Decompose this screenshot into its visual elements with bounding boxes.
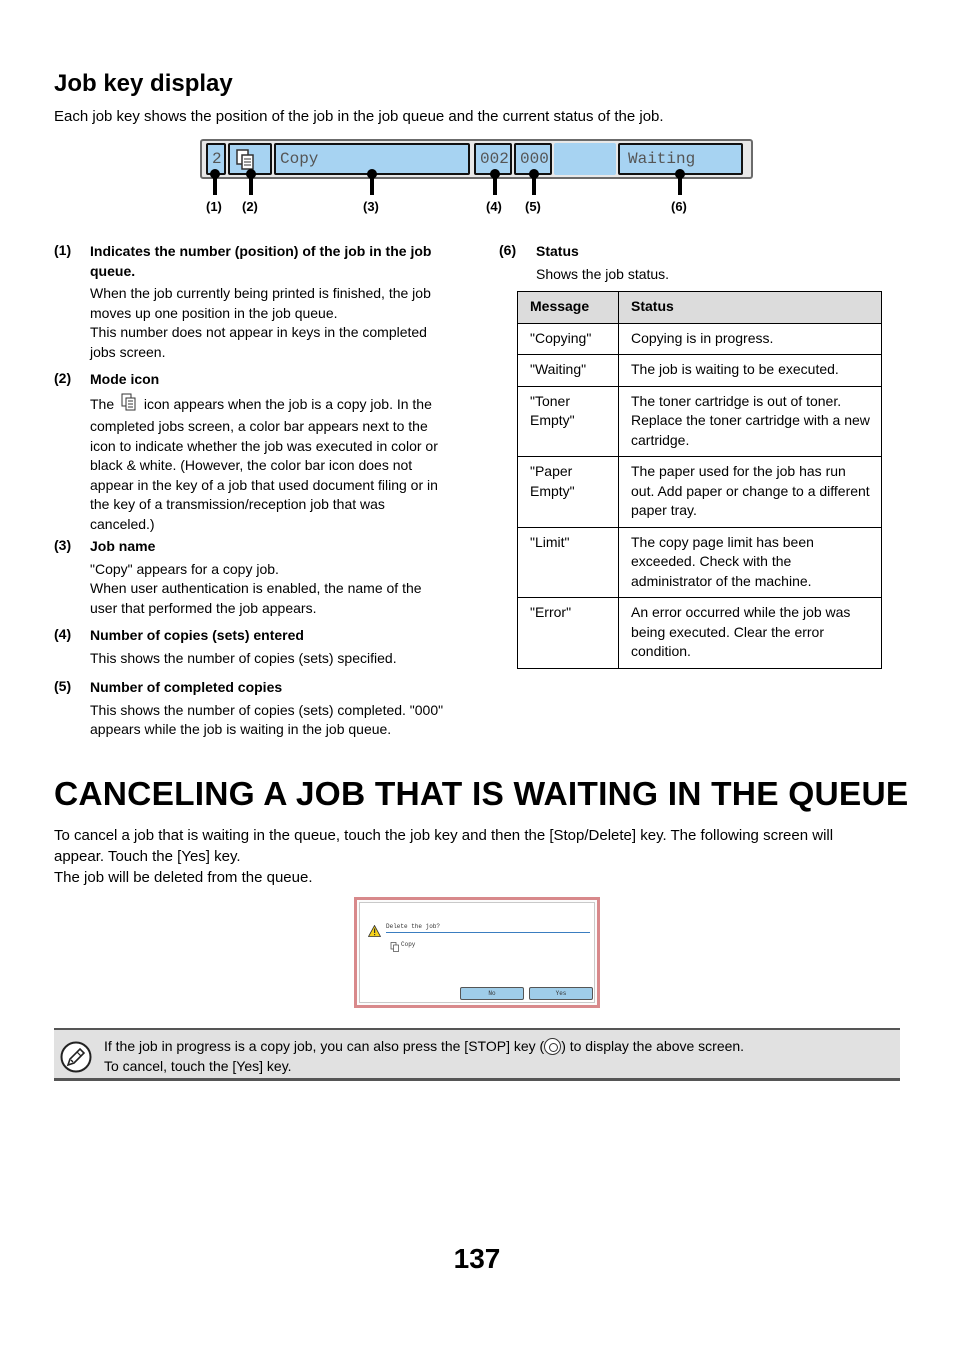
table-header-row — [518, 292, 882, 324]
item-text: Shows the job status. — [536, 265, 670, 282]
copy-mode-icon — [390, 939, 400, 957]
table-cell: The paper used for the job has run out. Add paper or change to a different paper tray. — [619, 457, 882, 528]
pointer-label-3: (3) — [363, 199, 379, 214]
item-6 — [536, 242, 876, 284]
item-text: icon to indicate whether the job was executed in color or — [90, 437, 438, 454]
item-number-4: (4) — [54, 626, 72, 642]
job-key-diagram — [200, 139, 753, 179]
table-cell: The toner cartridge is out of toner. Replace the toner cartridge with a new cartridge. — [619, 386, 882, 457]
job-position: 2 — [206, 143, 226, 175]
table-cell: "Toner Empty" — [518, 386, 619, 457]
item-4 — [90, 626, 460, 668]
pointer-label-5: (5) — [525, 199, 541, 214]
item-title-3: Job name — [90, 538, 156, 554]
page-number: 137 — [453, 1243, 501, 1274]
job-status: Waiting — [618, 143, 743, 175]
item-text: This shows the number of copies (sets) specified. — [90, 649, 397, 666]
item-number-6: (6) — [499, 242, 517, 258]
note-text-post: ) to display the above screen. — [561, 1038, 745, 1054]
item-2 — [90, 370, 460, 534]
table-cell: "Waiting" — [518, 355, 619, 387]
table-cell: "Paper Empty" — [518, 457, 619, 528]
item-text: "Copy" appears for a copy job. — [90, 560, 279, 577]
pointer-label-2: (2) — [242, 199, 258, 214]
item-text: jobs screen. — [90, 343, 166, 360]
note-box — [54, 1028, 900, 1081]
table-cell: "Error" — [518, 598, 619, 669]
pointer-label-6: (6) — [671, 199, 687, 214]
item-title-2: Mode icon — [90, 371, 160, 387]
cancel-section-title: CANCELING A JOB THAT IS WAITING IN THE QUEUE — [54, 776, 909, 813]
item-number-5: (5) — [54, 678, 72, 694]
paragraph-line: To cancel a job that is waiting in the queue, touch the job key and then the [Stop/Delete] key. The following screen will — [54, 827, 834, 844]
item-text-pre: The — [90, 395, 115, 412]
status-table — [517, 291, 882, 669]
item-text: This number does not appear in keys in the completed — [90, 324, 427, 340]
item-title-6: Status — [536, 243, 579, 259]
item-text: appears while the job is waiting in the job queue. — [90, 721, 392, 737]
table-row — [518, 323, 882, 355]
no-button[interactable]: No — [460, 987, 524, 1000]
item-text: moves up one position in the job queue. — [90, 304, 338, 321]
copies-completed: 000 — [514, 143, 552, 175]
note-text-pre: If the job in progress is a copy job, you can also press the [STOP] key ( — [104, 1038, 545, 1054]
yes-button[interactable]: Yes — [529, 987, 593, 1000]
item-text: user that performed the job appears. — [90, 599, 317, 616]
job-name: Copy — [274, 143, 470, 175]
paragraph-line: The job will be deleted from the queue. — [54, 869, 313, 886]
table-cell: "Limit" — [518, 527, 619, 598]
table-cell: An error occurred while the job was being executed. Clear the error condition. — [619, 598, 882, 669]
pointer-2 — [249, 173, 253, 195]
item-title-1a: Indicates the number (position) of the job in the job — [90, 243, 432, 259]
pencil-note-icon — [60, 1041, 92, 1078]
intro-text: Each job key shows the position of the job in the job queue and the current status of the job. — [54, 108, 664, 125]
item-text: appear in the key of a job that used document filing or in — [90, 476, 438, 493]
pointer-label-4: (4) — [486, 199, 502, 214]
pointer-4 — [493, 173, 497, 195]
item-title-1b: queue. — [90, 262, 136, 279]
copy-mode-icon — [120, 393, 138, 418]
job-key-spacer — [554, 143, 616, 175]
pointer-3 — [370, 173, 374, 195]
table-row — [518, 386, 882, 457]
item-number-2: (2) — [54, 370, 72, 386]
item-title-4: Number of copies (sets) entered — [90, 627, 304, 643]
item-text: the key of a transmission/reception job that was — [90, 496, 385, 512]
pointer-1 — [213, 173, 217, 195]
pointer-5 — [532, 173, 536, 195]
delete-job-dialog — [354, 897, 600, 1008]
item-text: When the job currently being printed is finished, the job — [90, 285, 431, 301]
item-text-post: icon appears when the job is a copy job. In the — [143, 395, 432, 412]
item-number-3: (3) — [54, 537, 72, 553]
item-text: completed jobs screen, a color bar appears next to the — [90, 418, 428, 434]
dialog-question: Delete the job? — [386, 923, 590, 933]
cancel-instructions — [54, 825, 904, 888]
item-title-5: Number of completed copies — [90, 679, 283, 695]
item-3 — [90, 537, 460, 618]
item-text: canceled.) — [90, 515, 155, 532]
table-cell: The copy page limit has been exceeded. Check with the administrator of the machine. — [619, 527, 882, 598]
column-header: Message — [518, 292, 619, 324]
item-number-1: (1) — [54, 242, 72, 258]
table-row — [518, 598, 882, 669]
item-1 — [90, 242, 460, 362]
item-text: This shows the number of copies (sets) completed. "000" — [90, 701, 444, 718]
note-text-line2: To cancel, touch the [Yes] key. — [104, 1057, 292, 1074]
pointer-label-1: (1) — [206, 199, 222, 214]
section-title: Job key display — [54, 70, 233, 97]
dialog-job-name: Copy — [401, 941, 416, 948]
stop-key-icon — [544, 1038, 561, 1055]
item-text: black & white. (However, the color bar icon does not — [90, 457, 413, 473]
warning-icon — [368, 924, 381, 942]
copies-entered: 002 — [474, 143, 512, 175]
paragraph-line: appear. Touch the [Yes] key. — [54, 848, 241, 865]
item-5 — [90, 678, 460, 740]
pointer-6 — [678, 173, 682, 195]
item-text: When user authentication is enabled, the name of the — [90, 580, 422, 596]
item-text — [90, 393, 460, 418]
table-row — [518, 355, 882, 387]
table-cell: The job is waiting to be executed. — [619, 355, 882, 387]
note-text — [104, 1037, 744, 1076]
column-header: Status — [619, 292, 882, 324]
table-cell: Copying is in progress. — [619, 323, 882, 355]
table-cell: "Copying" — [518, 323, 619, 355]
table-row — [518, 457, 882, 528]
table-row — [518, 527, 882, 598]
